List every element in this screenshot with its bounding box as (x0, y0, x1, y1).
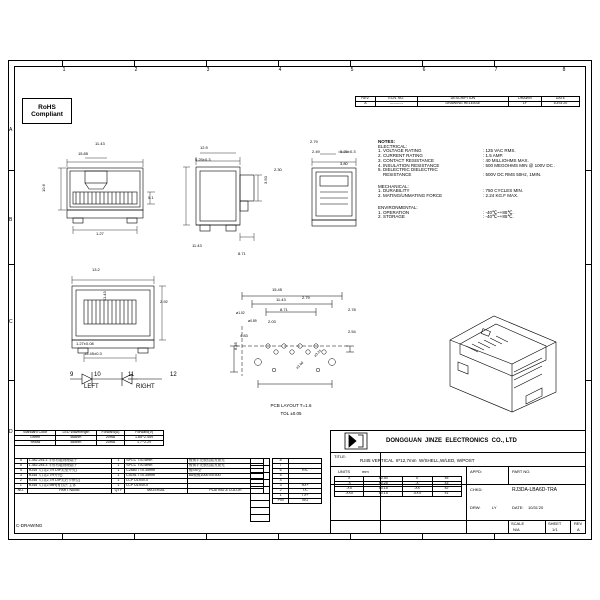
rev-cell-rev: A (356, 101, 376, 106)
tol-c2r1: ±0.50 (364, 477, 403, 482)
notes-e1-label: 1. VOLTAGE RATING (378, 148, 422, 154)
tol-c4r2: ±3' (432, 481, 461, 486)
led-cell-fa-2: 20mA (96, 440, 125, 445)
bom-header-qty: QTY (112, 488, 125, 493)
bom-mat-4: C2680 T=0.35mm (125, 468, 188, 473)
scale-value: N/A (513, 527, 520, 532)
rev-header-drawn: DRAWN (508, 97, 541, 102)
notes-m1-value: : 750 CYCLES MIN. (483, 188, 524, 194)
chkd-label: CHKD: (470, 487, 483, 492)
notes-block (378, 140, 578, 220)
pin-sig-2: TX- (289, 488, 322, 493)
pcb-dim-2-78: 2.78 (348, 307, 356, 312)
pcb-dim-4-83: 4.83 (240, 333, 248, 338)
title-label: TITLE: (334, 454, 347, 459)
pin-no-5: 5 (273, 473, 289, 478)
notes-v2-label: 2. STORAGE (378, 214, 405, 220)
tol-c3r1: X' (403, 477, 432, 482)
rev-header-ecn: ECN. NO. (375, 97, 417, 102)
revision-table (355, 96, 580, 107)
pcb-layout-drawing (222, 286, 362, 401)
top-dim-2-30: 2.30 (274, 167, 282, 172)
led-cell-color-1: Green (15, 435, 56, 440)
notes-e5-label: 5. DIELECTRIC DIELECTRIC (378, 167, 438, 173)
led-header-forward-a: Forward(A) (96, 431, 125, 436)
notes-e2-value: : 1.5 AMP. (483, 153, 504, 159)
table-row (15, 488, 264, 493)
bom-table (14, 458, 264, 494)
rev-cell-date: 10/31'20 (541, 101, 579, 106)
bom-mat-5b: SPCC T=0.5mm (125, 463, 188, 468)
bom-plat-5b: 镀锡半光镀性能发射光 (187, 463, 263, 468)
pin-header-pin: PIN (273, 498, 289, 503)
bom-plat-3: Au镀镀100u'/Ni 50u' (187, 473, 263, 478)
front-dim-10-6: 10.6 (40, 184, 46, 192)
pin-sig-6: RX- (289, 468, 322, 473)
zone-mark-left-a: A (9, 127, 13, 133)
notes-e2-label: 2. CURRENT RATING (378, 153, 423, 159)
table-row (356, 101, 580, 106)
led-header-wavelength: LED Wavelength (56, 431, 96, 436)
zone-mark-top-1: 1 (62, 67, 66, 73)
units-value: mm (362, 469, 369, 474)
rev-label: REV (574, 521, 583, 526)
notes-e3-label: 3. CONTACT RESISTANCE (378, 157, 435, 163)
notes-v2-value: : -40℃~+85℃. (483, 214, 514, 220)
bom-name-5a: 1.4x2.2x4.3 平形有磁物理端子 (27, 459, 112, 464)
tol-c3r3: .XX' (403, 486, 432, 491)
bom-qty-1: 1 (112, 483, 125, 488)
top-dim-8-71: 2.49 (312, 149, 320, 154)
notes-section-mechanical-heading: MECHANICAL: (378, 183, 409, 189)
bom-header-material: MATERIAL (125, 488, 188, 493)
led-pin-9: 9 (70, 372, 74, 378)
led-pin-12: 12 (170, 372, 177, 378)
company-name: DONGGUAN JINZE ELECTRONICS CO., LTD (386, 438, 517, 444)
pcb-layout-tolerance: TOL ±0.05 (280, 411, 302, 416)
pin-no-2: 2 (273, 488, 289, 493)
sheet-value: 1/1 (552, 527, 558, 532)
led-cell-wl-1: 568nm (56, 435, 96, 440)
rev-header-desc: DESCRIPTION (417, 97, 508, 102)
bom-qty-3: 1 (112, 473, 125, 478)
front-dim-11-43: 11.43 (95, 141, 105, 146)
notes-e3-value: : 40 MILLIOHMS MAX. (483, 157, 529, 163)
top-dim-3-50: 3.50 (262, 176, 268, 184)
notes-v1-value: : -40℃~+85℃. (483, 209, 514, 215)
bom-header-plating: PLATING & COLOR (187, 488, 263, 493)
rev-cell-desc: DRAWING RELEASE (417, 101, 508, 106)
appd-label: APPD: (470, 469, 483, 474)
pcb-dim-11-43: 11.43 (276, 297, 286, 302)
date-value: 10/31'20 (528, 505, 544, 510)
led-cell-fa-1: 20mA (96, 435, 125, 440)
tol-c1r3: .XX (335, 486, 364, 491)
notes-m2-label: 2. MATING/UNMATING FORCE (378, 193, 443, 199)
bom-no-2: 2 (15, 478, 28, 483)
zone-mark-top-6: 6 (422, 67, 426, 73)
bom-no-3: 3 (15, 473, 28, 478)
led-pin-10: 10 (94, 372, 101, 378)
tol-c4r3: ±2' (432, 486, 461, 491)
tol-c3r4: .XXX' (403, 491, 432, 496)
led-label-right: RIGHT (136, 384, 155, 390)
notes-e6-label: RESISTANCE (378, 172, 412, 178)
title-value: RJ45 VERTICAL 8*12,7mm W/SHELL,W/LED, W/POST (360, 458, 475, 463)
top-dim-11-43: 2.79 (310, 139, 318, 144)
pcb-dim-6-35: 6.35 (232, 342, 238, 350)
table-row (15, 440, 164, 445)
sheet-label: SHEET (548, 521, 562, 526)
pin-sig-3: RX+ (289, 483, 322, 488)
pcb-dim-2-79: 2.79 (302, 295, 310, 300)
drw-value: LY (492, 505, 497, 510)
pin-no-7: 7 (273, 463, 289, 468)
led-header-forward-v: Forward(V) (125, 431, 164, 436)
pin-header-sig: SIG (289, 498, 322, 503)
bom-no-4: 4 (15, 468, 28, 473)
zone-mark-top-5: 5 (350, 67, 354, 73)
tol-c1r1: X (335, 477, 364, 482)
bom-name-1: RJ45 入口(2,9xH)有目法 主体 (27, 483, 112, 488)
bom-name-2: RJ45 入口(2,7H DIP类后卡销位) (27, 478, 112, 483)
tol-c2r2: ±0.25 (364, 481, 403, 486)
bom-name-3: RJ45 入口(2,7H外壳) (27, 473, 112, 478)
bom-name-4: RJ45 入口(2,7H DIP类型外壳) (27, 468, 112, 473)
bom-header-name: PART NAME (27, 488, 112, 493)
bottom-left-note: C-DRAWING (16, 523, 43, 528)
isometric-view-drawing (430, 300, 580, 420)
led-header-color: Standard Color (15, 431, 56, 436)
pin-no-8: 8 (273, 459, 289, 464)
bottom-dim-15-45: 15.45±0.3 (84, 351, 102, 356)
pin-index-column (250, 458, 270, 522)
notes-section-environmental-heading: ENVIRONMENTAL: (378, 204, 418, 210)
pcb-dim-8-71: 8.71 (280, 307, 288, 312)
tol-c4r1: ±5' (432, 477, 461, 482)
tol-c2r3: ±0.15 (364, 486, 403, 491)
notes-e4-value: : 500 MEGOHMS MIN @ 100V DC . (483, 162, 556, 168)
units-label: UNITS (338, 469, 350, 474)
zone-mark-top-8: 8 (562, 67, 566, 73)
pin-no-1: 1 (273, 493, 289, 498)
zone-mark-top-2: 2 (134, 67, 138, 73)
bom-qty-5b: 1 (112, 463, 125, 468)
notes-e4-label: 4. INSULATION RESISTANCE (378, 162, 440, 168)
table-row (273, 498, 322, 503)
zone-mark-left-c: C (9, 319, 13, 325)
pcb-dim-dia-1-02: ø1.02 (236, 311, 245, 315)
tol-c4r4: ±1' (432, 491, 461, 496)
pcb-layout-title: PCB LAYOUT T=1.6 (270, 403, 312, 408)
rev-cell-drawn: LY (508, 101, 541, 106)
led-label-left: LEFT (84, 384, 99, 390)
rev-header-rev: REV. (356, 97, 376, 102)
rev-value: A (577, 527, 580, 532)
tol-c2r4: ±0.15 (364, 491, 403, 496)
led-spec-table (14, 430, 164, 446)
bom-name-5b: 1.4x2.2x4.3 平形有磁物理端子 (27, 463, 112, 468)
table-row (335, 491, 462, 496)
led-cell-wl-2: 585nm (56, 440, 96, 445)
pin-no-4: 4 (273, 478, 289, 483)
front-dim-1-27: 1.27 (96, 231, 104, 236)
bom-mat-3: C5191 T=0.35mm (125, 473, 188, 478)
pcb-dim-2-54: 2.54 (348, 329, 356, 334)
pcb-dim-2-03: 2.03 (268, 319, 276, 324)
bom-qty-4: 1 (112, 468, 125, 473)
notes-v1-label: 1. OPERATION (378, 209, 410, 215)
top-dim-12-9: 12.9 (200, 145, 208, 150)
pcb-dim-dia-1-60: ø1.60 (295, 360, 305, 370)
rev-header-date: DATE (541, 97, 579, 102)
notes-m1-label: 1. DURABILITY (378, 188, 410, 194)
zone-mark-top-7: 7 (494, 67, 498, 73)
pin-assignment-table (272, 458, 322, 504)
bottom-dim-13-2: 13.2 (92, 267, 100, 272)
led-cell-fv-2: 1.7~2.2V (125, 440, 164, 445)
bom-plat-5a: 镀锡半光镀性能发射光 (187, 459, 263, 464)
bom-mat-2: LCP UL94V-0 (125, 478, 188, 483)
bottom-dim-11-43: 11.43 (101, 291, 107, 301)
bom-no-1: 1 (15, 483, 28, 488)
rohs-line-1: RoHS (38, 104, 56, 111)
front-dim-15-85: 15.85 (78, 151, 89, 156)
bom-qty-2: 1 (112, 478, 125, 483)
rohs-compliant-badge (22, 98, 72, 124)
pin-no-6: 6 (273, 468, 289, 473)
top-dim-3-80: 8.71 (238, 251, 246, 256)
bom-qty-5a: 1 (112, 459, 125, 464)
bom-mat-5a: SPCC T=0.5mm (125, 459, 188, 464)
led-pin-11: 11 (128, 372, 135, 378)
bom-plat-4: 镀Sn/全 (187, 468, 263, 473)
zone-mark-top-3: 3 (206, 67, 210, 73)
date-label: DATE: (512, 505, 524, 510)
notes-e6-value: : 500V DC RMS 50Hz, 1MIN. (483, 172, 542, 178)
top-dim-5-25a: 5.25±0.3 (195, 157, 211, 162)
bom-mat-1: LCP UL94V-0 (125, 483, 188, 488)
notes-section-electrical-heading: ELECTRICAL: (378, 143, 408, 149)
top-dim-2-49: 3.80 (340, 161, 348, 166)
bom-header-no: NO. (15, 488, 28, 493)
led-pin-callout (60, 366, 190, 392)
bom-no-5a: 5 (15, 459, 28, 464)
bom-no-5b: 5 (15, 463, 28, 468)
tol-c3r2: .X' (403, 481, 432, 486)
zone-mark-top-4: 4 (278, 67, 282, 73)
tol-c1r2: .X (335, 481, 364, 486)
led-cell-fv-1: 1.85~2.45V (125, 435, 164, 440)
rev-cell-ecn: ----------- (375, 101, 417, 106)
pcb-dim-dia-3-25: ø3.25 (313, 348, 323, 358)
front-view-drawing (55, 150, 185, 245)
bottom-dim-2-92: 2.92 (160, 299, 168, 304)
front-dim-5-1: 5.1 (148, 195, 154, 200)
part-no-value: RJ3DA-LBA6D-TRA (512, 487, 558, 493)
top-dim-5-25b: 11.43 (192, 243, 202, 248)
pin-no-3: 3 (273, 483, 289, 488)
notes-e1-value: : 125 VAC RMS. (483, 148, 516, 154)
company-logo-icon (336, 432, 376, 450)
tol-c1r4: .XXX (335, 491, 364, 496)
pcb-dim-dia-0-89: ø0.89 (248, 319, 257, 323)
pin-sig-1: TX+ (289, 493, 322, 498)
led-cell-color-2: Yellow (15, 440, 56, 445)
scale-label: SCALE (511, 521, 525, 526)
zone-mark-left-b: B (9, 217, 13, 223)
bottom-dim-1-27: 1.27±0.08 (76, 341, 94, 346)
notes-m2-value: : 2.24 KG.F MAX. (483, 193, 519, 199)
tolerance-table (334, 476, 462, 497)
rohs-line-2: Compliant (31, 111, 63, 118)
pcb-dim-15-45: 15.45 (272, 287, 283, 292)
part-no-label-visible: PART NO. (512, 469, 531, 474)
drw-label: DRW: (470, 505, 481, 510)
notes-title: NOTES: (378, 139, 396, 144)
zone-mark-left-d: D (9, 429, 13, 435)
top-dim-2-79: 5.25±0.3 (340, 149, 356, 154)
